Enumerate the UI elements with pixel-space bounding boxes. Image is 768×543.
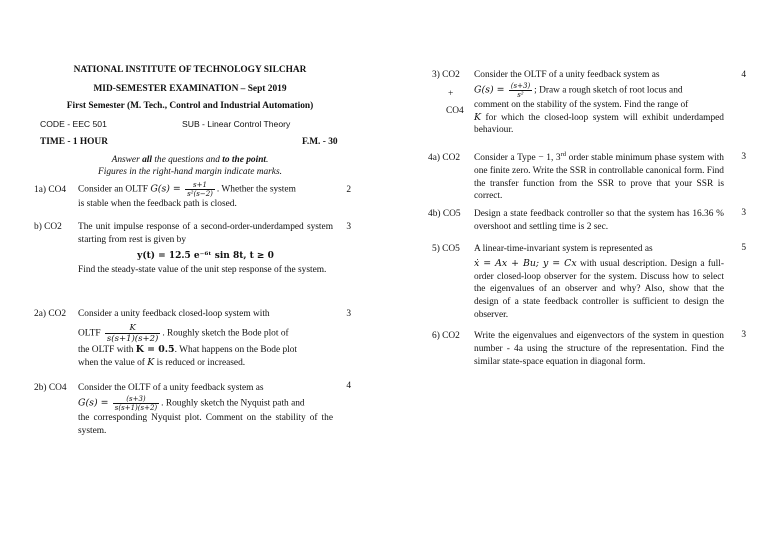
q5-text-2: with usual description. Design a full-order closed-loop observer for the system. Discuss how to select the eigenvalues of an observer and why? Also, show that the design of a state feedback controller is sufficient to design the observer. <box>474 258 724 320</box>
q2b-denominator: s(s+1)(s+2) <box>114 403 158 412</box>
question-2b <box>78 382 333 437</box>
semester-line: First Semester (M. Tech., Control and Industrial Automation) <box>66 101 314 111</box>
question-5 <box>474 243 724 322</box>
q2a-text-5: . What happens on the Bode plot <box>174 344 298 355</box>
full-marks: F.M. - 30 <box>302 137 338 147</box>
q3-k-var: K <box>474 111 482 123</box>
q3-numerator: (s+3) <box>510 81 531 90</box>
q2a-text-4: the OLTF with <box>78 344 136 355</box>
q2a-fraction <box>105 323 160 344</box>
q1a-denominator: s²(s−2) <box>187 190 213 198</box>
q4a-text-2: order stable minimum phase system with one finite zero. Write the SSR in controllable canonical form. Find the transfer function from the SSR to prove that your SSR is correct. <box>474 153 724 202</box>
q2b-gs: G(s) = <box>78 397 109 409</box>
q5-text-1: A linear-time-invariant system is represented as <box>474 244 653 254</box>
question-2a-marks: 3 <box>346 309 351 319</box>
instr-all: all <box>142 155 152 165</box>
instr-text-b: the questions and <box>151 155 223 165</box>
q2b-text-2: . Roughly sketch the Nyquist path and <box>161 398 305 409</box>
q1b-text-2: Find the steady-state value of the unit step response of the system. <box>78 264 327 275</box>
instr-text-c: . <box>266 155 269 165</box>
institute-title: NATIONAL INSTITUTE OF TECHNOLOGY SILCHAR <box>73 65 307 75</box>
question-3-number-2: CO4 <box>446 106 464 116</box>
q3-text-1: Consider the OLTF of a unity feedback system as <box>474 70 660 80</box>
q2a-text-1: Consider a unity feedback closed-loop system with <box>78 309 270 319</box>
instructions-line-1 <box>60 154 320 167</box>
exam-title: MID-SEMESTER EXAMINATION – Sept 2019 <box>93 84 287 94</box>
course-subject: SUB - Linear Control Theory <box>182 119 291 129</box>
q2a-denominator: s(s+1)(s+2) <box>106 333 159 344</box>
q2a-k-value: K = 0.5 <box>135 343 175 355</box>
question-4b-marks: 3 <box>741 208 746 218</box>
q4a-text-1: Consider a Type − 1, 3 <box>474 153 561 163</box>
q2b-text-1: Consider the OLTF of a unity feedback system as <box>78 383 264 393</box>
q1a-text-1: Consider an OLTF <box>78 184 151 195</box>
question-2a-number: 2a) CO2 <box>34 309 67 319</box>
q3-denominator: s² <box>517 90 524 99</box>
q2b-text-3: the corresponding Nyquist plot. Comment on the stability of the system. <box>78 412 333 436</box>
q1a-fraction <box>185 181 215 198</box>
q2a-text-7: is reduced or increased. <box>154 357 246 368</box>
q2a-numerator: K <box>105 323 160 334</box>
q1a-gs: G(s) = <box>150 183 181 195</box>
question-4a <box>474 152 724 203</box>
question-1a-marks: 2 <box>346 185 351 195</box>
q2a-k-var: K <box>147 356 155 368</box>
question-6: Write the eigenvalues and eigenvectors of the system in question number - 4a using the structure of the representation. Find the similar state-space equation in diagonal form. <box>474 331 724 367</box>
q2b-numerator: (s+3) <box>113 395 159 404</box>
q3-gs: G(s) = <box>474 84 505 96</box>
q3-text-4: for which the closed-loop system will exhibit underdamped behaviour. <box>474 112 724 136</box>
question-2a <box>78 308 333 369</box>
question-3 <box>474 69 724 137</box>
question-4a-number: 4a) CO2 <box>428 153 461 163</box>
q2a-text-2: OLTF <box>78 328 103 339</box>
q3-text-3: comment on the stability of the system. Find the range of <box>474 99 689 110</box>
question-1a <box>78 181 333 211</box>
exam-time: TIME - 1 HOUR <box>40 137 108 147</box>
question-1b-marks: 3 <box>346 222 351 232</box>
question-3-marks: 4 <box>741 70 746 80</box>
question-3-plus: + <box>448 89 454 99</box>
question-1b-number: b) CO2 <box>34 222 62 232</box>
instructions-line-2: Figures in the right-hand margin indicate marks. <box>98 167 282 177</box>
question-4b: Design a state feedback controller so that the system has 16.36 % overshoot and settling time is 2 sec. <box>474 209 724 232</box>
question-1b <box>78 221 333 277</box>
q1a-text-2: . Whether the system <box>216 184 296 195</box>
course-code: CODE - EEC 501 <box>40 119 107 129</box>
question-3-number: 3) CO2 <box>432 70 460 80</box>
question-2b-number: 2b) CO4 <box>34 383 67 393</box>
question-6-number: 6) CO2 <box>432 331 460 341</box>
q1a-numerator: s+1 <box>185 181 215 190</box>
q2a-text-3: . Roughly sketch the Bode plot of <box>162 328 289 339</box>
q1b-text-1: The unit impulse response of a second-order-underdamped system starting from rest is given by <box>78 222 333 245</box>
question-5-number: 5) CO5 <box>432 244 460 254</box>
q1a-text-3: is stable when the feedback path is closed. <box>78 199 237 209</box>
question-6-marks: 3 <box>741 330 746 340</box>
question-2b-marks: 4 <box>346 381 351 391</box>
q5-equation: ẋ = Ax + Bu; y = Cx <box>474 257 577 269</box>
instr-point: to the point <box>222 155 267 165</box>
question-4a-marks: 3 <box>741 152 746 162</box>
instr-text-a: Answer <box>111 155 143 165</box>
q2b-fraction <box>113 395 159 412</box>
q1b-equation: y(t) = 12.5 e⁻⁶ᵗ sin 8t, t ≥ 0 <box>137 250 274 261</box>
question-4b-number: 4b) CO5 <box>428 209 461 219</box>
q4a-superscript: rd <box>560 150 567 158</box>
question-1a-number: 1a) CO4 <box>34 185 67 195</box>
question-5-marks: 5 <box>741 243 746 253</box>
q2a-text-6: when the value of <box>78 357 148 368</box>
q3-fraction <box>509 82 532 99</box>
q3-text-2: ; Draw a rough sketch of root locus and <box>534 85 683 96</box>
